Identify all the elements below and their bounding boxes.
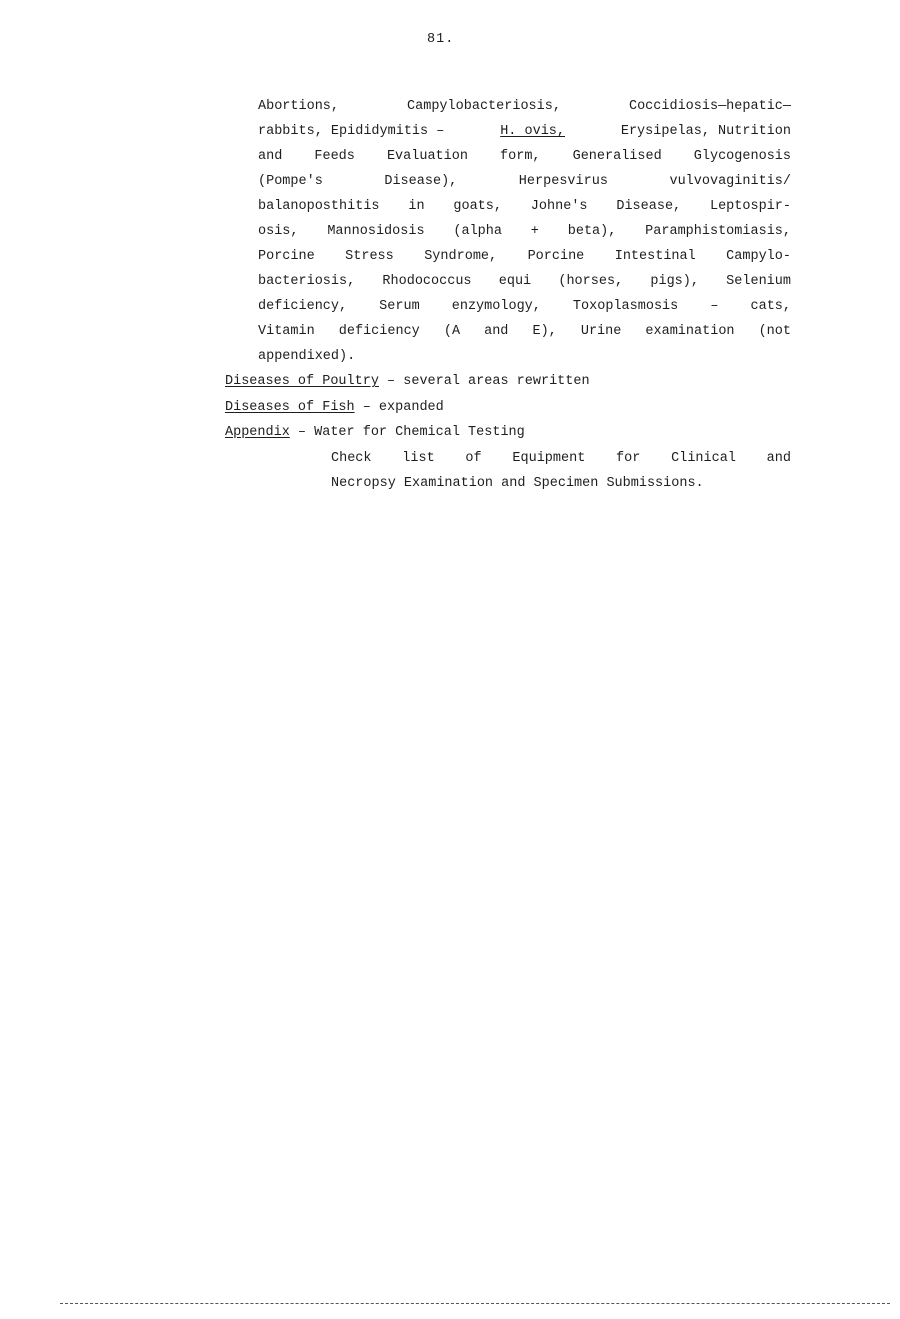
paragraph-line: osis, Mannosidosis (alpha + beta), Paramphistomiasis,	[258, 224, 791, 239]
paragraph-line-segment: Erysipelas, Nutrition	[620, 124, 791, 139]
emphasized-term: H. ovis,	[500, 124, 565, 139]
paragraph-line: deficiency, Serum enzymology, Toxoplasmosis – cats,	[258, 299, 791, 314]
entry-description: – several areas rewritten	[387, 374, 590, 389]
paragraph-line-segment: rabbits, Epididymitis –	[258, 124, 445, 139]
paragraph-line: and Feeds Evaluation form, Generalised Glycogenosis	[258, 149, 791, 164]
entry-description: – expanded	[362, 400, 444, 415]
paragraph-line: balanoposthitis in goats, Johne's Disease, Leptospir-	[258, 199, 791, 214]
paragraph-line: appendixed).	[258, 349, 356, 364]
paragraph-line: Porcine Stress Syndrome, Porcine Intestinal Campylo-	[258, 249, 791, 264]
page-number: 81.	[427, 32, 455, 47]
entry-line	[225, 424, 525, 442]
paragraph-line: Abortions, Campylobacteriosis, Coccidiosis—hepatic—	[258, 99, 791, 114]
entry-heading: Diseases of Poultry	[225, 374, 379, 389]
paragraph-line: (Pompe's Disease), Herpesvirus vulvovaginitis/	[258, 174, 791, 189]
appendix-continuation-line: Check list of Equipment for Clinical and	[331, 451, 791, 466]
entry-line	[225, 373, 590, 391]
footer-rule	[60, 1303, 890, 1304]
entry-line	[225, 399, 444, 417]
paragraph-line	[258, 123, 791, 141]
paragraph-line: bacteriosis, Rhodococcus equi (horses, pigs), Selenium	[258, 274, 791, 289]
entry-heading: Appendix	[225, 425, 290, 440]
entry-description: – Water for Chemical Testing	[297, 425, 525, 440]
appendix-continuation-line: Necropsy Examination and Specimen Submissions.	[331, 476, 704, 491]
entry-heading: Diseases of Fish	[225, 400, 355, 415]
paragraph-line: Vitamin deficiency (A and E), Urine examination (not	[258, 324, 791, 339]
